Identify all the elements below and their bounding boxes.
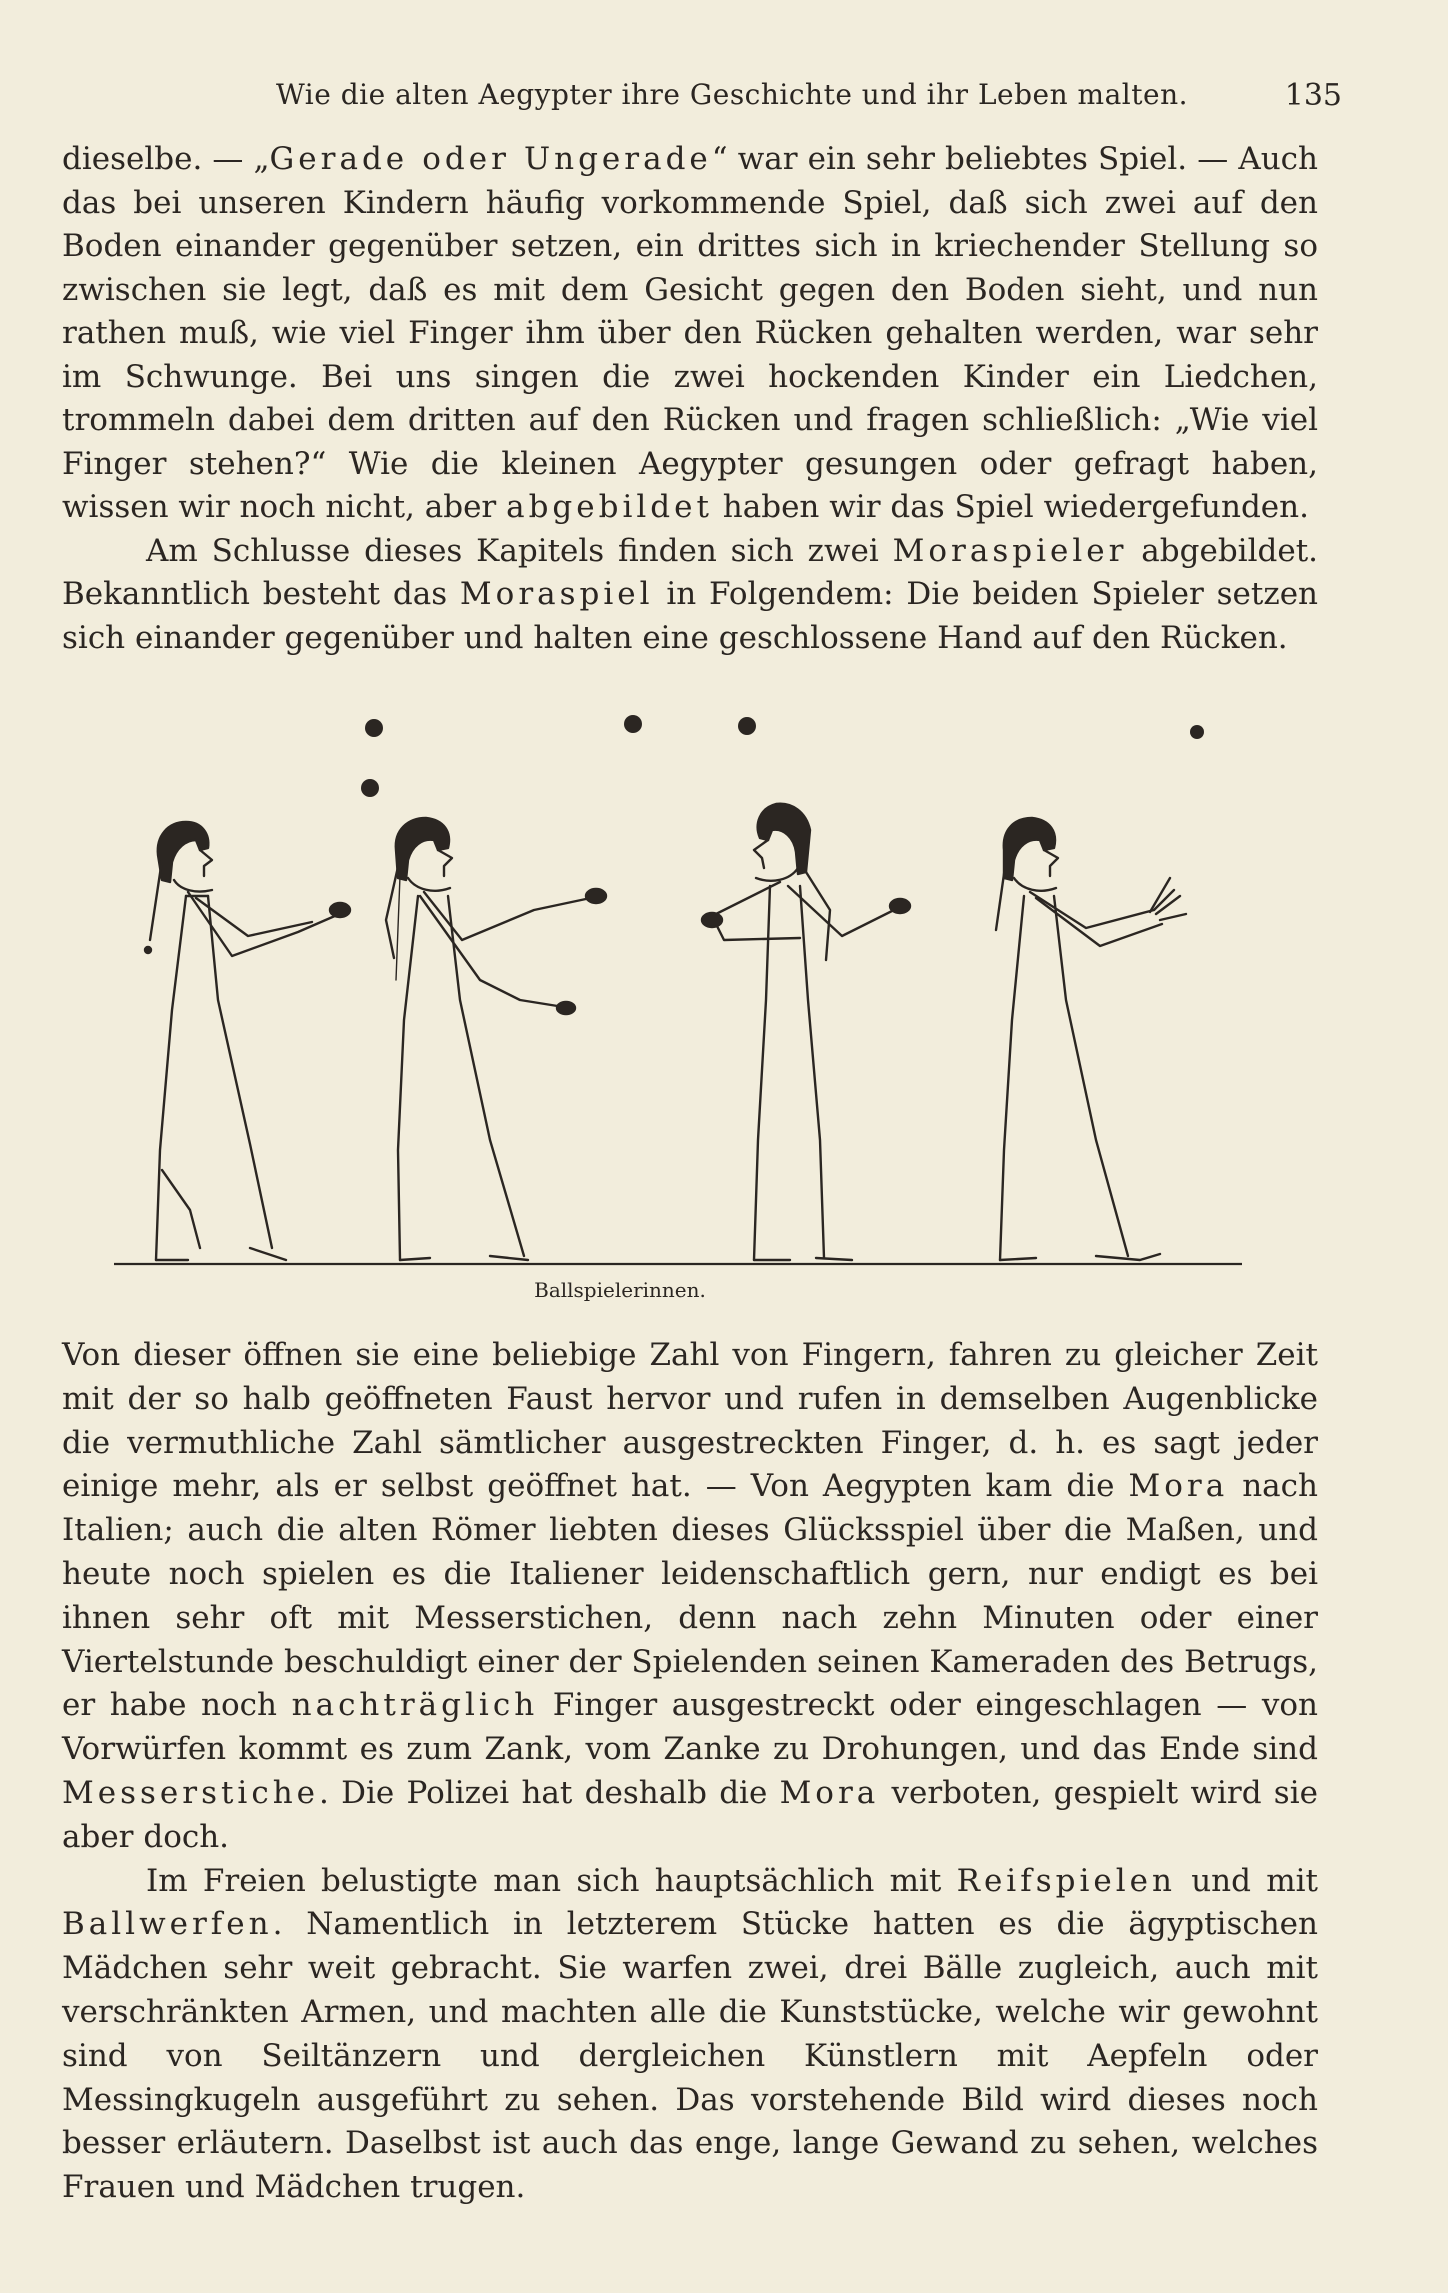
text-run: Von dieser öffnen sie eine beliebige Zahl von Fingern, fahren zu gleicher Zeit mit der so halb geöffneten Faust hervor und rufen in demselben Augenblicke die vermuthliche Zahl sämtlicher ausgestreckten Finger, d. h. es sagt jeder einige mehr, als er selbst geöffnet hat. — Von Aegypten kam die xyxy=(62,1337,1318,1505)
dancer-figure-4 xyxy=(996,818,1186,1260)
page-number: 135 xyxy=(1284,78,1342,113)
running-title: Wie die alten Aegypter ihre Geschichte und ihr Leben malten. xyxy=(276,78,1188,111)
page-header xyxy=(62,78,1342,126)
emphasized-text: Moraspiel xyxy=(459,576,654,612)
emphasized-text: Moraspieler xyxy=(892,532,1128,569)
dancer-figure-2 xyxy=(386,818,606,1260)
emphasized-text: Mora xyxy=(779,1774,880,1811)
emphasized-text: Ballwerfen xyxy=(62,1906,273,1943)
ball xyxy=(361,779,379,797)
text-run: Am Schlusse dieses Kapitels finden sich zwei xyxy=(146,532,893,569)
paragraph xyxy=(62,530,1318,661)
text-run: Im Freien belustigte man sich hauptsächlich mit xyxy=(146,1862,957,1899)
text-run: . Die Polizei hat deshalb die xyxy=(319,1774,780,1811)
ball xyxy=(624,715,642,733)
emphasized-text: nachträglich xyxy=(291,1687,539,1724)
text-run: Finger ausgestreckt oder eingeschlagen — von Vorwürfen kommt es zum Zank, vom Zanke zu Drohungen, und das Ende sind xyxy=(62,1687,1318,1768)
balls-in-air xyxy=(361,715,1204,797)
text-run: dieselbe. — „ xyxy=(62,141,270,177)
illustration-ball-players xyxy=(100,700,1250,1302)
paragraph xyxy=(62,138,1318,530)
ball-players-drawing xyxy=(100,700,1250,1280)
emphasized-text: Gerade oder Ungerade xyxy=(269,141,712,177)
dancer-figure-3 xyxy=(702,804,910,1260)
figure-caption: Ballspielerinnen. xyxy=(534,1278,706,1302)
text-run: . Namentlich in letzterem Stücke hatten es die ägyptischen Mädchen sehr weit gebracht. Sie warfen zwei, drei Bälle zugleich, auch mit verschränkten Armen, und machten alle die Kunststücke, welche wir gewohnt sind von Seiltänzern und dergleichen Künstlern mit Aepfeln oder Messingkugeln ausgeführt zu sehen. Das vorstehende Bild wird dieses noch besser erläutern. Daselbst ist auch das enge, lange Gewand zu sehen, welches Frauen und Mädchen trugen. xyxy=(62,1906,1318,2206)
paragraph xyxy=(62,1334,1318,1860)
text-run: “ war ein sehr beliebtes Spiel. — Auch das bei unseren Kindern häufig vorkommende Spiel, daß sich zwei auf den Boden einander gegenüber setzen, ein drittes sich in kriechender Stellung so zwischen sie legt, daß es mit dem Gesicht gegen den Boden sieht, und nun rathen muß, wie viel Finger ihm über den Rücken gehalten werden, war sehr im Schwunge. Bei uns singen die zwei hockenden Kinder ein Liedchen, trommeln dabei dem dritten auf den Rücken und fragen schließlich: „Wie viel Finger stehen?“ Wie die kleinen Aegypter gesungen oder gefragt haben, wissen wir noch nicht, aber xyxy=(62,141,1318,525)
text-run: nach Italien; auch die alten Römer liebten dieses Glücksspiel über die Maßen, und heute noch spielen es die Italiener leidenschaftlich gern, nur endigt es bei ihnen sehr oft mit Messerstichen, denn nach zehn Minuten oder einer Viertelstunde beschuldigt einer der Spielenden seinen Kameraden des Betrugs, er habe noch xyxy=(62,1468,1318,1724)
text-block-bottom xyxy=(62,1334,1318,2210)
emphasized-text: Reifspielen xyxy=(956,1862,1176,1899)
text-run: haben wir das Spiel wiedergefunden. xyxy=(712,489,1309,525)
dancer-figure-1 xyxy=(145,822,350,1260)
text-block-top xyxy=(62,138,1318,660)
ball xyxy=(1190,725,1204,739)
paragraph xyxy=(62,1860,1318,2210)
text-run: verboten, gespielt wird sie aber doch. xyxy=(62,1774,1318,1855)
ball xyxy=(738,717,756,735)
emphasized-text: Messerstiche xyxy=(62,1774,320,1811)
text-run: in Folgendem: Die beiden Spieler setzen sich einander gegenüber und halten eine geschlossene Hand auf den Rücken. xyxy=(62,576,1319,656)
text-run: abgebildet. Bekanntlich besteht das xyxy=(62,532,1318,612)
emphasized-text: Mora xyxy=(1128,1468,1229,1505)
emphasized-text: abgebildet xyxy=(506,489,713,525)
ball xyxy=(365,719,383,737)
text-run: und mit xyxy=(1175,1862,1318,1899)
